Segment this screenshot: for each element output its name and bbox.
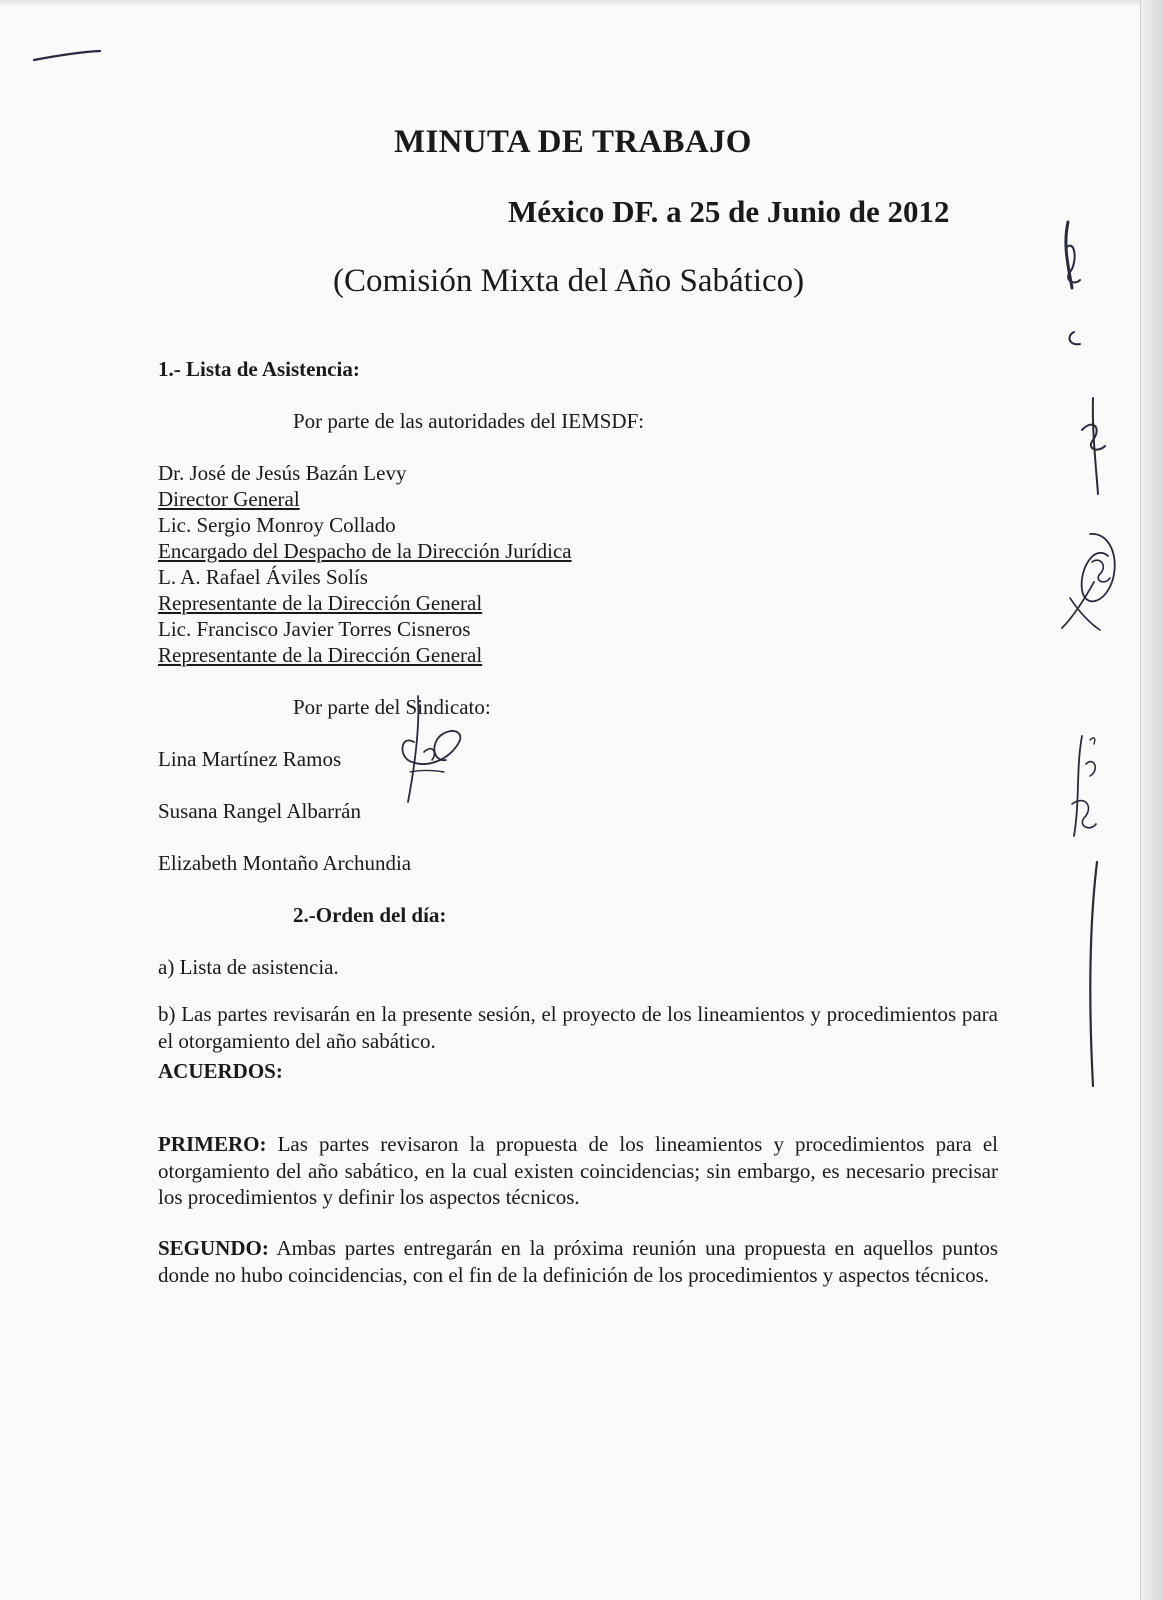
union-intro: Por parte del Sindicato: bbox=[293, 695, 491, 719]
agenda-item: a) Lista de asistencia. bbox=[158, 955, 339, 979]
agreement-text: Las partes revisaron la propuesta de los lineamientos y procedimientos para el otorgamiento del año sabático, en la cual existen coincidencias; sin embargo, es necesario precisar los procedimientos y definir los aspectos técnicos. bbox=[158, 1132, 998, 1209]
margin-signature-2 bbox=[1072, 736, 1096, 836]
margin-long-stroke bbox=[1090, 862, 1097, 1086]
authorities-intro: Por parte de las autoridades del IEMSDF: bbox=[293, 409, 645, 433]
union-member: Elizabeth Montaño Archundia bbox=[158, 851, 412, 875]
attendance-heading: 1.- Lista de Asistencia: bbox=[158, 357, 360, 381]
union-signature bbox=[402, 696, 460, 802]
union-member: Susana Rangel Albarrán bbox=[158, 799, 361, 823]
authority-name: L. A. Rafael Áviles Solís bbox=[158, 565, 368, 589]
authority-role: Encargado del Despacho de la Dirección Jurídica bbox=[158, 539, 572, 563]
document-subtitle: (Comisión Mixta del Año Sabático) bbox=[333, 263, 805, 299]
document-date: México DF. a 25 de Junio de 2012 bbox=[508, 194, 950, 229]
agenda-item: b) Las partes revisarán en la presente sesión, el proyecto de los lineamientos y procedimientos para el otorgamiento del año sabático. bbox=[158, 1002, 998, 1053]
margin-signature-1 bbox=[1062, 534, 1115, 630]
margin-initial-1 bbox=[1066, 222, 1080, 288]
authority-role: Director General bbox=[158, 487, 300, 511]
agreement-label: PRIMERO: bbox=[158, 1132, 267, 1156]
agreements-heading: ACUERDOS: bbox=[158, 1059, 283, 1083]
margin-initial-2 bbox=[1082, 398, 1105, 494]
margin-mark bbox=[1069, 332, 1080, 344]
union-member: Lina Martínez Ramos bbox=[158, 747, 342, 771]
authority-name: Dr. José de Jesús Bazán Levy bbox=[158, 461, 407, 485]
agenda-heading: 2.-Orden del día: bbox=[293, 903, 447, 927]
document-title: MINUTA DE TRABAJO bbox=[394, 124, 752, 160]
agreement-label: SEGUNDO: bbox=[158, 1236, 269, 1260]
authority-name: Lic. Sergio Monroy Collado bbox=[158, 513, 396, 537]
authority-role: Representante de la Dirección General bbox=[158, 643, 483, 667]
authority-name: Lic. Francisco Javier Torres Cisneros bbox=[158, 617, 471, 641]
pen-stroke-top-left bbox=[34, 51, 100, 60]
authority-role: Representante de la Dirección General bbox=[158, 591, 483, 615]
agreement-text: Ambas partes entregarán en la próxima reunión una propuesta en aquellos puntos donde no hubo coincidencias, con el fin de la definición de los procedimientos y aspectos técnicos. bbox=[158, 1236, 998, 1287]
